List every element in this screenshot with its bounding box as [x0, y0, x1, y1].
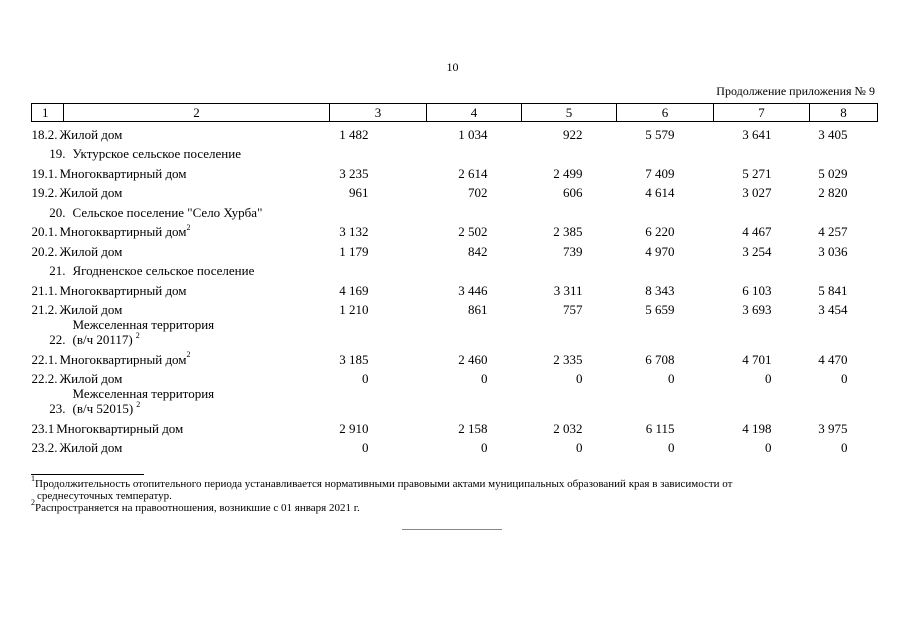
section-name-line2: (в/ч 20117)	[72, 332, 133, 347]
value-cell: 739	[563, 243, 583, 259]
column-header-2: 2	[193, 105, 200, 120]
value-cell: 3 185	[339, 351, 369, 367]
value-cell: 3 027	[742, 185, 772, 200]
section-title	[73, 263, 255, 278]
footnote-ref: 2	[186, 350, 191, 360]
column-header-5: 5	[522, 104, 617, 122]
footnote-1	[31, 474, 877, 502]
table-row	[32, 278, 878, 298]
value-cell: 4 701	[742, 351, 772, 367]
footnote-ref: 2	[135, 330, 140, 340]
footnote-1-mark: 1	[31, 474, 35, 484]
row-label-cell	[32, 122, 330, 142]
section-cell	[32, 386, 878, 416]
row-code: 19.1.	[31, 165, 58, 181]
footnote-2	[31, 498, 877, 514]
value-cell: 3 641	[742, 126, 772, 142]
row-label-cell	[32, 367, 330, 387]
section-row	[32, 259, 878, 279]
value-cell: 1 034	[458, 126, 488, 142]
table-row	[32, 298, 878, 318]
footnotes	[31, 474, 877, 514]
section-cell	[32, 259, 878, 279]
value-cell: 4 257	[818, 224, 848, 239]
section-row	[32, 142, 878, 162]
value-cell: 0	[668, 440, 675, 455]
value-cell: 2 820	[818, 185, 848, 200]
value-cell: 922	[563, 126, 583, 142]
section-title	[73, 317, 215, 347]
row-name: Жилой дом	[59, 126, 123, 142]
value-cell: 842	[468, 243, 488, 259]
row-name: Многоквартирный дом	[59, 165, 187, 181]
value-cell: 3 975	[818, 420, 848, 436]
column-header-4: 4	[427, 104, 522, 122]
value-cell: 0	[362, 440, 369, 455]
table-row	[32, 161, 878, 181]
section-code: 20.	[49, 204, 66, 220]
value-cell: 961	[349, 185, 369, 200]
value-cell: 1 482	[339, 126, 369, 142]
row-code: 18.2.	[31, 126, 58, 142]
footnote-1-continuation: среднесуточных температур.	[37, 490, 172, 502]
value-cell: 3 454	[818, 302, 848, 317]
column-header-3: 3	[330, 104, 427, 122]
row-name: Жилой дом	[59, 185, 123, 200]
column-header-7: 7	[714, 104, 810, 122]
row-label-cell	[32, 347, 330, 367]
section-code: 23.	[49, 401, 66, 416]
section-cell	[32, 142, 878, 162]
section-cell	[32, 317, 878, 347]
section-row	[32, 386, 878, 416]
value-cell: 0	[765, 440, 772, 455]
value-cell: 606	[563, 185, 583, 200]
value-cell: 4 467	[742, 224, 772, 239]
bottom-divider	[402, 529, 502, 530]
table-row	[32, 436, 878, 456]
section-name-line2: (в/ч 52015)	[72, 401, 134, 416]
value-cell: 2 499	[553, 165, 583, 181]
value-cell: 7 409	[645, 165, 675, 181]
row-name: Жилой дом	[59, 302, 123, 317]
row-code: 21.2.	[31, 302, 58, 317]
row-label-cell	[32, 220, 330, 240]
header-row	[32, 104, 878, 122]
row-code: 20.1.	[31, 224, 58, 239]
table-body	[32, 122, 878, 456]
row-code: 19.2.	[31, 185, 58, 200]
value-cell: 5 271	[742, 165, 772, 181]
section-code: 21.	[49, 263, 66, 278]
value-cell: 3 311	[553, 282, 583, 298]
footnote-ref: 2	[136, 399, 141, 409]
section-name: Ягодненское сельское поселение	[72, 263, 255, 278]
footnote-ref: 2	[186, 222, 191, 232]
footnote-divider	[31, 474, 144, 475]
table-row	[32, 220, 878, 240]
row-code: 21.1.	[31, 282, 58, 298]
value-cell: 6 115	[645, 420, 675, 436]
value-cell: 0	[765, 371, 772, 386]
section-code: 19.	[49, 146, 66, 161]
row-name: Жилой дом	[59, 243, 123, 259]
row-name: Многоквартирный дом	[59, 282, 187, 298]
section-row	[32, 317, 878, 347]
footnote-2-mark: 2	[31, 498, 35, 508]
value-cell: 4 169	[339, 282, 369, 298]
value-cell: 4 198	[742, 420, 772, 436]
row-label-cell	[32, 278, 330, 298]
value-cell: 1 179	[339, 243, 369, 259]
value-cell: 4 970	[645, 243, 675, 259]
row-name: Жилой дом	[59, 371, 123, 386]
value-cell: 3 693	[742, 302, 772, 317]
table-row	[32, 239, 878, 259]
section-cell	[32, 200, 878, 220]
row-code: 20.2.	[31, 243, 58, 259]
value-cell: 6 220	[645, 224, 675, 239]
footnote-2-text: Распространяется на правоотношения, возникшие с 01 января 2021 г.	[35, 502, 360, 514]
value-cell: 0	[576, 371, 583, 386]
value-cell: 4 614	[645, 185, 675, 200]
value-cell: 5 659	[645, 302, 675, 317]
value-cell: 1 210	[339, 302, 369, 317]
row-code: 22.1.	[31, 351, 58, 367]
value-cell: 757	[563, 302, 583, 317]
row-name: Многоквартирный дом	[59, 351, 187, 367]
value-cell: 0	[481, 371, 488, 386]
footnote-1-text: Продолжительность отопительного периода устанавливается нормативными правовыми актами муниципальных образований края в зависимости от	[35, 478, 733, 490]
value-cell: 3 405	[818, 126, 848, 142]
value-cell: 2 460	[458, 351, 488, 367]
column-header-6: 6	[617, 104, 714, 122]
section-name: Сельское поселение "Село Хурба"	[72, 204, 263, 220]
value-cell: 0	[362, 371, 369, 386]
section-code: 22.	[49, 332, 66, 347]
column-header	[32, 104, 330, 122]
value-cell: 0	[576, 440, 583, 455]
section-name: Межселенная территория	[72, 317, 215, 332]
value-cell: 0	[841, 371, 848, 386]
row-name: Многоквартирный дом	[59, 224, 187, 239]
value-cell: 6 708	[645, 351, 675, 367]
row-label-cell	[32, 298, 330, 318]
row-label-cell	[32, 161, 330, 181]
row-label-cell	[32, 416, 330, 436]
value-cell: 2 385	[553, 224, 583, 239]
page-number: 10	[446, 60, 459, 74]
column-header-1: 1	[32, 104, 64, 121]
value-cell: 2 910	[339, 420, 369, 436]
table-row	[32, 181, 878, 201]
value-cell: 3 446	[458, 282, 488, 298]
row-name: Многоквартирный дом	[56, 420, 184, 436]
value-cell: 2 335	[553, 351, 583, 367]
row-code: 23.1	[31, 420, 55, 436]
value-cell: 702	[468, 185, 488, 200]
value-cell: 3 036	[818, 243, 848, 259]
table-row	[32, 122, 878, 142]
value-cell: 5 841	[818, 282, 848, 298]
value-cell: 4 470	[818, 351, 848, 367]
value-cell: 0	[841, 440, 848, 455]
value-cell: 0	[668, 371, 675, 386]
value-cell: 3 132	[339, 224, 369, 239]
row-code: 23.2.	[31, 440, 58, 455]
section-name: Уктурское сельское поселение	[72, 146, 241, 161]
row-label-cell	[32, 239, 330, 259]
tariff-table	[31, 103, 878, 455]
row-code: 22.2.	[31, 371, 58, 386]
section-title	[73, 205, 263, 220]
row-label-cell	[32, 436, 330, 456]
table-row	[32, 416, 878, 436]
value-cell: 2 502	[458, 224, 488, 239]
table-row	[32, 367, 878, 387]
section-title	[73, 146, 241, 161]
row-label-cell	[32, 181, 330, 201]
section-name: Межселенная территория	[72, 386, 215, 401]
row-name: Жилой дом	[59, 440, 123, 455]
value-cell: 2 158	[458, 420, 488, 436]
value-cell: 2 614	[458, 165, 488, 181]
continuation-label: Продолжение приложения № 9	[716, 84, 875, 98]
value-cell: 861	[468, 302, 488, 317]
section-row	[32, 200, 878, 220]
value-cell: 6 103	[742, 282, 772, 298]
value-cell: 2 032	[553, 420, 583, 436]
table-row	[32, 347, 878, 367]
value-cell: 0	[481, 440, 488, 455]
value-cell: 3 254	[742, 243, 772, 259]
value-cell: 5 579	[645, 126, 675, 142]
value-cell: 5 029	[818, 165, 848, 181]
column-header-8: 8	[810, 104, 878, 122]
value-cell: 8 343	[645, 282, 675, 298]
value-cell: 3 235	[339, 165, 369, 181]
section-title	[73, 386, 215, 416]
